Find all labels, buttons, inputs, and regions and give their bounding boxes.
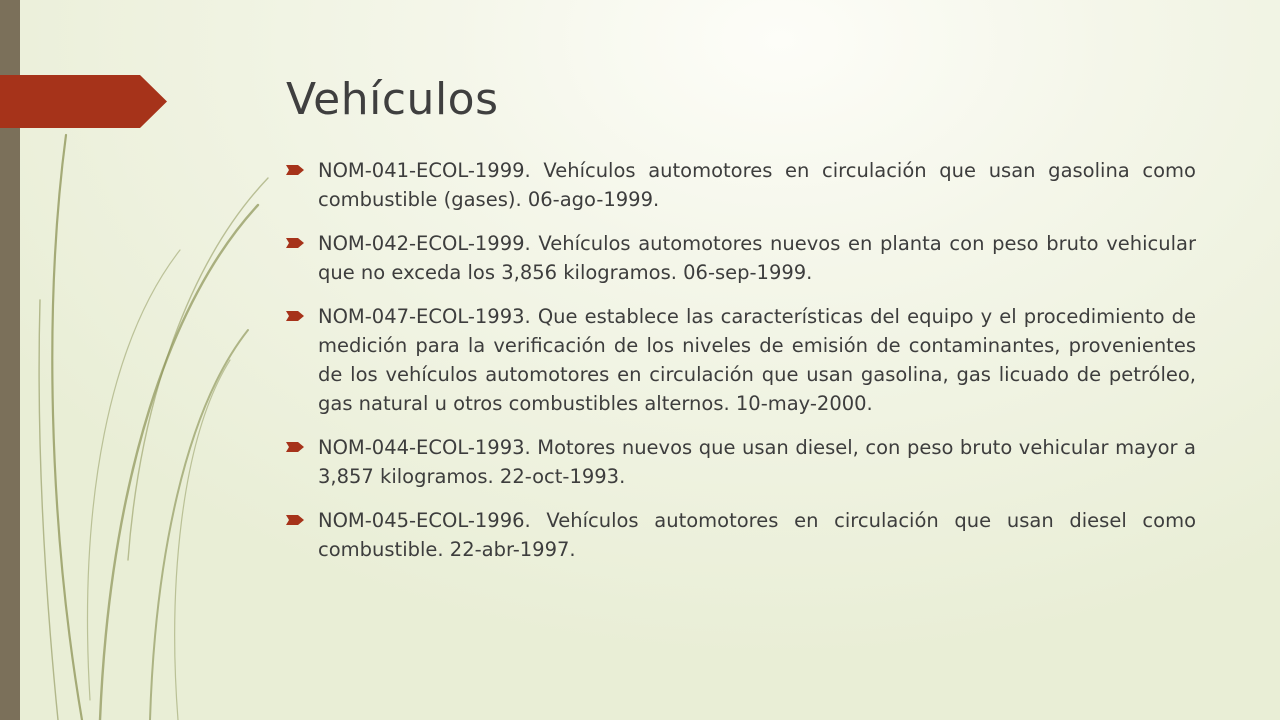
grass-line [88,250,180,700]
bullet-text: NOM-041-ECOL-1999. Vehículos automotores en circulación que usan gasolina como combustible (gases). 06-ago-1999. [318,159,1196,211]
list-item [286,229,1196,287]
right-arrow-icon [286,311,304,321]
right-arrow-icon [286,515,304,525]
list-item [286,156,1196,214]
grass-line [39,300,58,720]
grass-line [128,178,268,560]
bullet-text: NOM-044-ECOL-1993. Motores nuevos que usan diesel, con peso bruto vehicular mayor a 3,857 kilogramos. 22-oct-1993. [318,436,1196,488]
accent-arrow-shape [0,75,167,128]
right-arrow-icon [286,238,304,248]
grass-line [150,330,248,720]
list-item [286,506,1196,564]
grass-line [100,205,258,720]
bullet-text: NOM-045-ECOL-1996. Vehículos automotores en circulación que usan diesel como combustible. 22-abr-1997. [318,509,1196,561]
list-item [286,433,1196,491]
right-arrow-icon [286,165,304,175]
slide-title: Vehículos [286,74,499,125]
list-item [286,302,1196,418]
grass-line [52,135,82,720]
bullet-list [286,156,1196,579]
title-accent-tab [0,75,167,128]
bullet-text: NOM-047-ECOL-1993. Que establece las características del equipo y el procedimiento de medición para la verificación de los niveles de emisión de contaminantes, provenientes de los vehículos automotores en circulación que usan gasolina, gas licuado de petróleo, gas natural u otros combustibles alternos. 10-may-2000. [318,305,1196,415]
bullet-text: NOM-042-ECOL-1999. Vehículos automotores nuevos en planta con peso bruto vehicular que no exceda los 3,856 kilogramos. 06-sep-1999. [318,232,1196,284]
right-arrow-icon [286,442,304,452]
